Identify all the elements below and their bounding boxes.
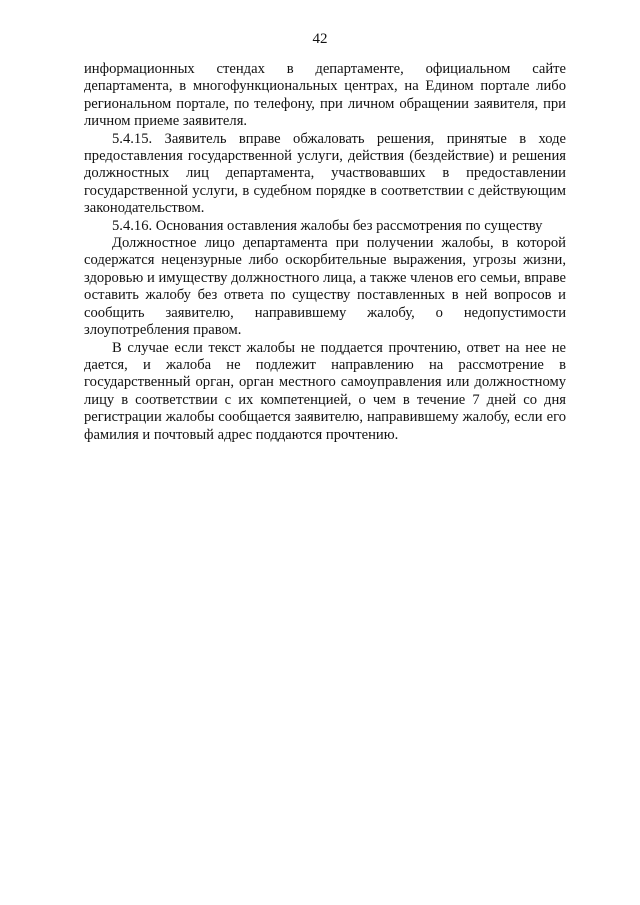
section-heading-5-4-16: 5.4.16. Основания оставления жалобы без рассмотрения по существу [112,217,543,234]
page-number: 42 [312,31,328,47]
paragraph-obscene-complaint: Должностное лицо департамента при получении жалобы, в которой содержатся нецензурные либо оскорбительные выражения, угрозы жизни, здоровью и имуществу должностного лица, а также членов его семьи, вправе оставить жалобу без ответа по существу поставленных в ней вопросов и сообщить заявителю, направившему жалобу, о недопустимости злоупотребления правом. [84,235,566,339]
paragraph-continuation: информационных стендах в департаменте, официальном сайте департамента, в многофункциональных центрах, на Едином портале либо региональном портале, по телефону, при личном обращении заявителя, при личном приеме заявителя. [84,61,566,130]
paragraph-5-4-15: 5.4.15. Заявитель вправе обжаловать решения, принятые в ходе предоставления государственной услуги, действия (бездействие) и решения должностных лиц департамента, участвовавших в предоставлении государственной услуги, в судебном порядке в соответствии с действующим законодательством. [84,130,566,217]
document-body [84,61,566,444]
paragraph-unreadable-complaint: В случае если текст жалобы не поддается прочтению, ответ на нее не дается, и жалоба не подлежит направлению на рассмотрение в государственный орган, орган местного самоуправления или должностному лицу в соответствии с их компетенцией, о чем в течение 7 дней со дня регистрации жалобы сообщается заявителю, направившему жалобу, если его фамилия и почтовый адрес поддаются прочтению. [84,339,566,443]
